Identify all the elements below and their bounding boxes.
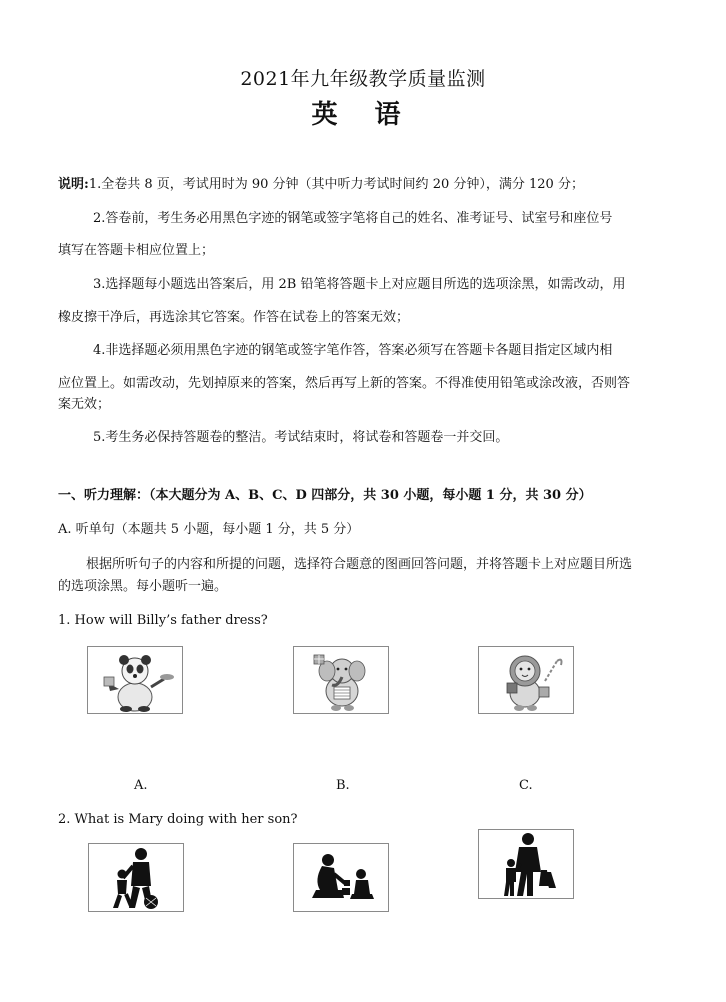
- exam-title: 2021年九年级教学质量监测: [240, 68, 486, 90]
- question-2-text: 2. What is Mary doing with her son?: [58, 812, 298, 827]
- panda-costume-icon: [88, 647, 182, 713]
- option-b-label: B.: [336, 778, 350, 793]
- instruction-item-2-line-2: 填写在答题卡相应位置上；: [58, 243, 215, 258]
- option-c-label: C.: [519, 778, 533, 793]
- instruction-item-5: 5.考生务必保持答题卷的整洁。考试结束时，将试卷和答题卷一并交回。: [93, 430, 509, 445]
- instruction-text: 1.全卷共 8 页，考试用时为 90 分钟（其中听力考试时间约 20 分钟），满分 120 分；: [88, 177, 584, 192]
- lion-costume-icon: [479, 647, 573, 713]
- playing-football-icon: [89, 844, 183, 911]
- instruction-item-2-line-1: 2.答卷前，考生务必用黑色字迹的钢笔或签字笔将自己的姓名、准考证号、试室号和座位号: [93, 211, 613, 226]
- section-heading: 一、听力理解：（本大题分为 A、B、C、D 四部分，共 30 小题，每小题 1 分，共 30 分）: [58, 488, 592, 503]
- instruction-item-4-line-2: 应位置上。如需改动，先划掉原来的答案，然后再写上新的答案。不得准使用铅笔或涂改液，否则答: [58, 376, 631, 391]
- elephant-costume-icon: [294, 647, 388, 713]
- instruction-label: 说明:: [58, 177, 89, 192]
- directions-line-1: 根据所听句子的内容和所提的问题，选择符合题意的图画回答问题，并将答题卡上对应题目所选: [86, 557, 633, 572]
- option-c-image-q2: [478, 829, 574, 899]
- option-c-image: [478, 646, 574, 714]
- option-a-image-q2: [88, 843, 184, 912]
- playing-blocks-icon: [294, 844, 388, 911]
- shopping-icon: [479, 830, 573, 898]
- option-a-label: A.: [134, 778, 148, 793]
- option-b-image-q2: [293, 843, 389, 912]
- subject-title: 英 语: [311, 100, 415, 130]
- option-a-image: [87, 646, 183, 714]
- directions-line-2: 的选项涂黑。每小题听一遍。: [58, 579, 228, 594]
- instruction-item-1: [58, 177, 584, 193]
- part-a-heading: A. 听单句（本题共 5 小题，每小题 1 分，共 5 分）: [58, 522, 360, 537]
- instruction-item-3-line-2: 橡皮擦干净后，再选涂其它答案。作答在试卷上的答案无效；: [58, 310, 410, 325]
- question-1-text: 1. How will Billy’s father dress?: [58, 613, 268, 628]
- option-b-image: [293, 646, 389, 714]
- instruction-item-4-line-3: 案无效；: [58, 397, 111, 412]
- instruction-item-3-line-1: 3.选择题每小题选出答案后，用 2B 铅笔将答题卡上对应题目所选的选项涂黑，如需改动，用: [93, 277, 626, 292]
- instruction-item-4-line-1: 4.非选择题必须用黑色字迹的钢笔或签字笔作答，答案必须写在答题卡各题目指定区域内相: [93, 343, 613, 358]
